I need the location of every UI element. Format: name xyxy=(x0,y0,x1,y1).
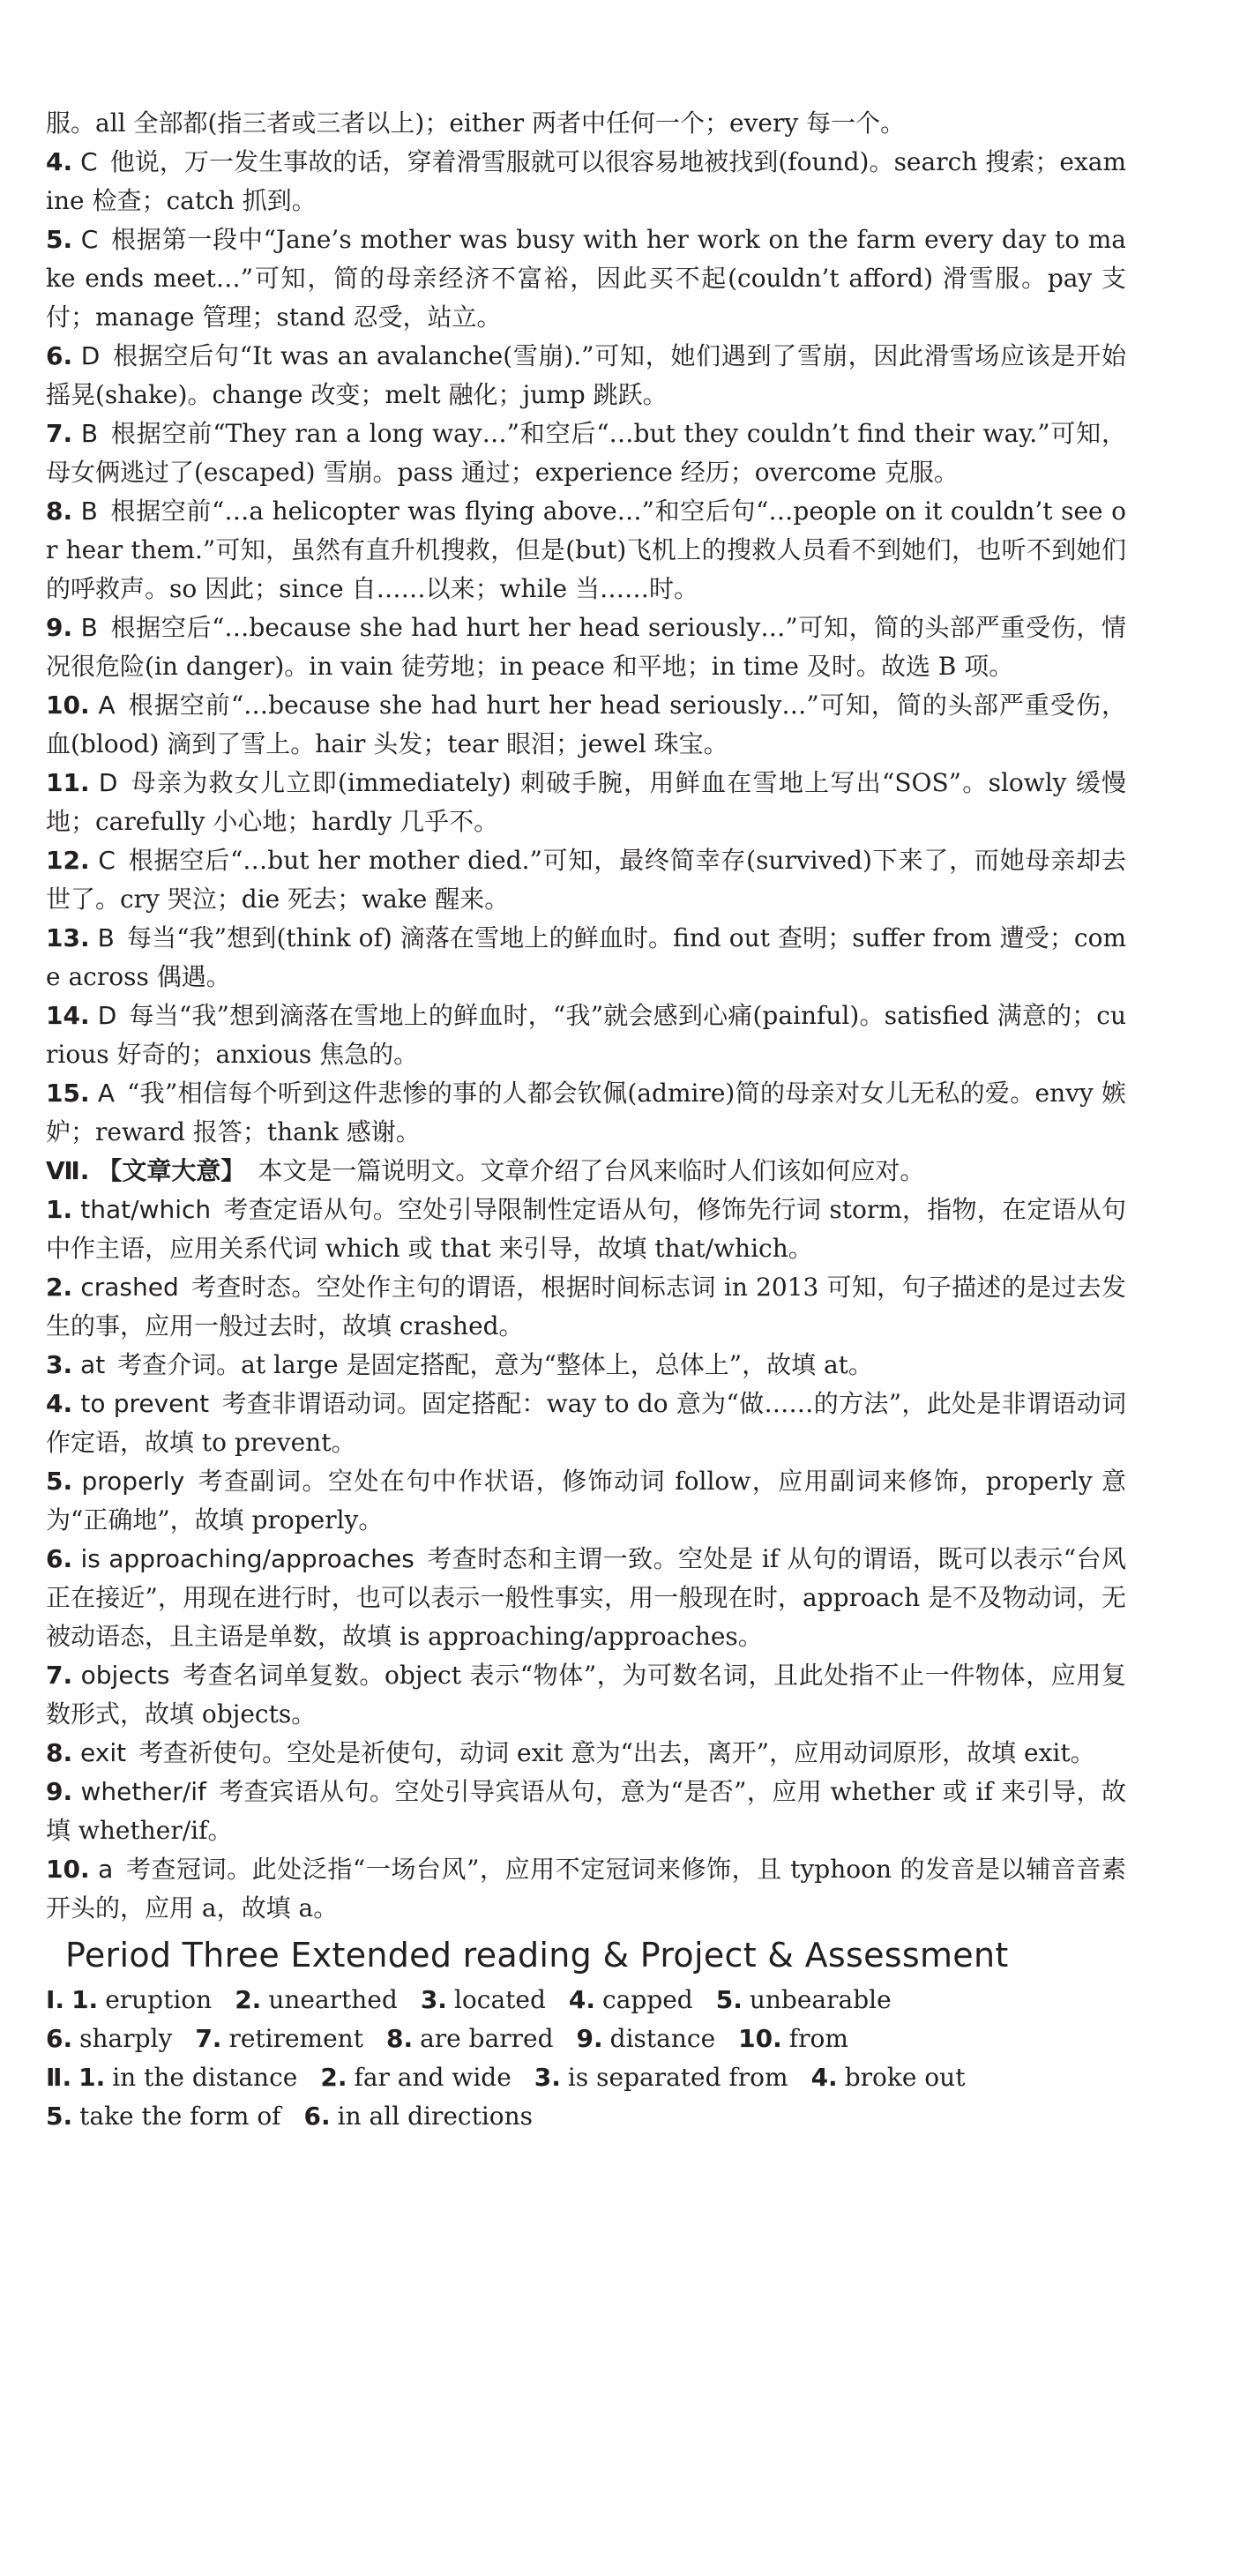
answer-key-item xyxy=(811,2063,966,2092)
item-number: 8. xyxy=(46,497,73,526)
answer-key-row xyxy=(46,2097,1126,2136)
explanation-q8 xyxy=(46,1734,1126,1773)
explanation-q6 xyxy=(46,1540,1126,1656)
item-number: 4. xyxy=(46,1389,73,1418)
explanation-text: “我”相信每个听到这件悲惨的事的人都会钦佩(admire)简的母亲对女儿无私的爱。envy 嫉妒；reward 报答；thank 感谢。 xyxy=(46,1079,1127,1146)
answer-text: sharply xyxy=(79,2024,173,2053)
answer-choice: B xyxy=(80,497,98,526)
answer-key-row xyxy=(46,2020,1126,2058)
answer-key-item xyxy=(577,2024,716,2053)
answer-text: far and wide xyxy=(354,2063,511,2092)
explanation-p11 xyxy=(46,764,1126,841)
section-label: Ⅱ. xyxy=(46,2063,72,2092)
explanation-p13 xyxy=(46,919,1126,997)
answer-choice: C xyxy=(80,147,98,176)
explanation-text: 考查时态和主谓一致。空处是 if 从句的谓语，既可以表示“台风正在接近”，用现在进行时，也可以表示一般性事实，用一般现在时，approach 是不及物动词，无被动语态，且主语是单数，故填 is approaching/approaches。 xyxy=(46,1544,1126,1651)
explanation-text: 考查祈使句。空处是祈使句，动词 exit 意为“出去，离开”，应用动词原形，故填 exit。 xyxy=(138,1738,1095,1767)
explanation-text: 考查副词。空处在句中作状语，修饰动词 follow，应用副词来修饰，properly 意为“正确地”，故填 properly。 xyxy=(46,1467,1127,1534)
explanation-p4 xyxy=(46,143,1126,220)
item-number: 3. xyxy=(46,1350,73,1379)
explanation-p0 xyxy=(46,104,1126,143)
item-number: 8. xyxy=(385,2024,414,2053)
explanation-p6 xyxy=(46,337,1126,414)
answer-choice: objects xyxy=(80,1661,170,1690)
item-number: 2. xyxy=(235,1985,262,2014)
answer-text: from xyxy=(788,2024,848,2053)
answer-key-item xyxy=(304,2102,534,2131)
explanation-p12 xyxy=(46,841,1126,919)
item-number: 1. xyxy=(78,2063,106,2092)
explanation-text: 考查宾语从句。空处引导宾语从句，意为“是否”，应用 whether 或 if 来引导，故填 whether/if。 xyxy=(46,1777,1126,1845)
answer-text: retirement xyxy=(228,2024,363,2053)
answer-choice: whether/if xyxy=(80,1777,206,1806)
item-number: 5. xyxy=(46,2102,73,2131)
explanation-q2 xyxy=(46,1268,1126,1346)
answer-key-item xyxy=(46,2024,172,2053)
answer-choice: D xyxy=(80,341,101,370)
explanation-text: 考查非谓语动词。固定搭配：way to do 意为“做……的方法”，此处是非谓语动词作定语，故填 to prevent。 xyxy=(46,1389,1126,1457)
item-number: 6. xyxy=(46,1544,73,1573)
item-number: 14. xyxy=(46,1001,90,1030)
explanation-q4 xyxy=(46,1385,1126,1462)
answer-key-item xyxy=(534,2063,788,2092)
answer-choice: D xyxy=(97,1001,117,1030)
item-number: 6. xyxy=(46,2024,73,2053)
answer-key-row xyxy=(46,2058,1126,2097)
vocabulary-answer-key xyxy=(46,1981,1126,2136)
answer-text: broke out xyxy=(844,2063,966,2092)
item-number: 3. xyxy=(534,2063,561,2092)
explanation-q1 xyxy=(46,1191,1126,1268)
answer-choice: 【文章大意】 xyxy=(97,1156,246,1185)
answer-key-item xyxy=(46,2102,281,2131)
explanation-text: 考查介词。at large 是固定搭配，意为“整体上，总体上”，故填 at。 xyxy=(117,1350,873,1379)
answer-key-item xyxy=(738,2024,848,2053)
answer-choice: A xyxy=(98,691,116,720)
item-number: 2. xyxy=(46,1273,73,1302)
explanation-p10 xyxy=(46,686,1126,764)
item-number: 10. xyxy=(738,2024,782,2053)
explanation-q3 xyxy=(46,1346,1126,1385)
explanation-text: 根据空前“…a helicopter was flying above…”和空后句“…people on it couldn’t see or hear them.”可知，虽然有直升机搜救，但是(but)飞机上的搜救人员看不到她们，也听不到她们的呼救声。so 因此；since 自……以来；while 当……时。 xyxy=(46,497,1126,603)
item-number: 10. xyxy=(46,1855,90,1884)
explanation-p5 xyxy=(46,220,1126,337)
explanation-p9 xyxy=(46,609,1126,686)
explanation-q10 xyxy=(46,1850,1126,1928)
answer-key-item xyxy=(320,2063,511,2092)
item-number: 4. xyxy=(568,1985,596,2014)
answer-text: capped xyxy=(602,1985,693,2014)
answer-choice: C xyxy=(80,225,99,254)
explanation-text: 本文是一篇说明文。文章介绍了台风来临时人们该如何应对。 xyxy=(258,1156,925,1185)
item-number: 1. xyxy=(71,1985,99,2014)
answer-choice: a xyxy=(98,1855,114,1884)
answer-choice: crashed xyxy=(80,1273,179,1302)
item-number: 15. xyxy=(46,1079,90,1108)
item-number: 8. xyxy=(46,1738,73,1767)
explanation-text: 考查名词单复数。object 表示“物体”，为可数名词，且此处指不止一件物体，应用复数形式，故填 objects。 xyxy=(46,1661,1126,1729)
answer-choice: at xyxy=(80,1350,106,1379)
item-number: 9. xyxy=(576,2024,603,2053)
explanation-text: 根据第一段中“Jane’s mother was busy with her work on the farm every day to make ends meet…”可知，简的母亲经济不富裕，因此买不起(couldn’t afford) 滑雪服。pay 支付；manage 管理；stand 忍受，站立。 xyxy=(46,225,1126,332)
item-number: 12. xyxy=(46,846,90,875)
explanation-text: 根据空后句“It was an avalanche(雪崩).”可知，她们遇到了雪崩，因此滑雪场应该是开始摇晃(shake)。change 改变；melt 融化；jump 跳跃。 xyxy=(46,341,1126,409)
explanation-p15 xyxy=(46,1074,1126,1152)
answer-choice: C xyxy=(98,846,116,875)
answer-key-item xyxy=(716,1985,892,2014)
answer-text: unearthed xyxy=(268,1985,398,2014)
answer-text: take the form of xyxy=(79,2102,281,2131)
item-number: 5. xyxy=(46,225,73,254)
item-number: 3. xyxy=(420,1985,447,2014)
answer-text: are barred xyxy=(420,2024,554,2053)
answer-text: eruption xyxy=(105,1985,213,2014)
item-number: 11. xyxy=(46,768,90,797)
answer-key-item xyxy=(386,2024,554,2053)
answer-choice: B xyxy=(80,419,99,448)
section-label: Ⅰ. xyxy=(46,1985,65,2014)
explanation-q7 xyxy=(46,1656,1126,1734)
item-number: 4. xyxy=(810,2063,838,2092)
item-number: 5. xyxy=(46,1467,73,1496)
explanation-p7 xyxy=(46,414,1126,492)
item-number: 7. xyxy=(46,419,73,448)
answer-choice: is approaching/approaches xyxy=(80,1544,414,1573)
answer-choice: B xyxy=(97,923,115,952)
answer-text: unbearable xyxy=(749,1985,892,2014)
explanation-text: 根据空前“…because she had hurt her head seriously…”可知，简的头部严重受伤，血(blood) 滴到了雪上。hair 头发；tear 眼泪；jewel 珠宝。 xyxy=(46,691,1126,758)
item-number: 4. xyxy=(46,147,73,176)
answer-choice: that/which xyxy=(80,1195,212,1224)
answer-key-item xyxy=(78,2063,297,2092)
item-number: 6. xyxy=(303,2102,331,2131)
explanation-text: 考查冠词。此处泛指“一场台风”，应用不定冠词来修饰，且 typhoon 的发音是以辅音音素开头的，应用 a，故填 a。 xyxy=(46,1855,1126,1923)
explanation-text: 考查定语从句。空处引导限制性定语从句，修饰先行词 storm，指物，在定语从句中作主语，应用关系代词 which 或 that 来引导，故填 that/which。 xyxy=(46,1195,1126,1263)
answer-choice: properly xyxy=(81,1467,185,1496)
answer-key-item xyxy=(71,1985,212,2014)
explanation-q5 xyxy=(46,1462,1126,1540)
answer-text: in all directions xyxy=(337,2102,534,2131)
answer-key-item xyxy=(421,1985,546,2014)
explanation-text: 每当“我”想到(think of) 滴落在雪地上的鲜血时。find out 查明；suffer from 遭受；come across 偶遇。 xyxy=(46,923,1126,991)
item-number: 10. xyxy=(46,691,90,720)
item-number: 1. xyxy=(46,1195,73,1224)
answer-choice: to prevent xyxy=(80,1389,210,1418)
answer-key-item xyxy=(195,2024,363,2053)
item-number: 6. xyxy=(46,341,73,370)
answer-choice: A xyxy=(97,1079,115,1108)
answer-text: distance xyxy=(609,2024,716,2053)
explanation-list xyxy=(46,104,1126,1928)
explanation-text: 他说，万一发生事故的话，穿着滑雪服就可以很容易地被找到(found)。search 搜索；examine 检查；catch 抓到。 xyxy=(46,147,1126,215)
explanation-text: 服。all 全部都(指三者或三者以上)；either 两者中任何一个；every 每一个。 xyxy=(46,108,906,138)
answer-key-item xyxy=(235,1985,398,2014)
explanation-text: 根据空前“They ran a long way…”和空后“…but they couldn’t find their way.”可知，母女俩逃过了(escaped) 雪崩。pass 通过；experience 经历；overcome 克服。 xyxy=(46,419,1126,487)
answer-choice: D xyxy=(98,768,118,797)
answer-text: in the distance xyxy=(112,2063,298,2092)
item-number: 9. xyxy=(46,613,73,642)
explanation-p14 xyxy=(46,997,1126,1074)
explanation-text: 根据空后“…but her mother died.”可知，最终简幸存(survived)下来了，而她母亲却去世了。cry 哭泣；die 死去；wake 醒来。 xyxy=(46,846,1126,914)
answer-choice: exit xyxy=(80,1738,127,1767)
answer-key-item xyxy=(569,1985,693,2014)
item-number: 7. xyxy=(195,2024,222,2053)
explanation-p8 xyxy=(46,492,1126,609)
item-number: 7. xyxy=(46,1661,73,1690)
explanation-text: 母亲为救女儿立即(immediately) 刺破手腕，用鲜血在雪地上写出“SOS”。slowly 缓慢地；carefully 小心地；hardly 几乎不。 xyxy=(46,768,1126,836)
answer-text: located xyxy=(453,1985,546,2014)
explanation-text: 每当“我”想到滴落在雪地上的鲜血时，“我”就会感到心痛(painful)。satisfied 满意的；curious 好奇的；anxious 焦急的。 xyxy=(46,1001,1126,1069)
explanation-text: 根据空后“…because she had hurt her head seriously…”可知，简的头部严重受伤，情况很危险(in danger)。in vain 徒劳地；in peace 和平地；in time 及时。故选 B 项。 xyxy=(46,613,1126,681)
answer-text: is separated from xyxy=(567,2063,788,2092)
explanation-text: 考查时态。空处作主句的谓语，根据时间标志词 in 2013 可知，句子描述的是过去发生的事，应用一般过去时，故填 crashed。 xyxy=(46,1273,1126,1340)
item-number: 5. xyxy=(715,1985,743,2014)
explanation-s7 xyxy=(46,1152,1126,1191)
item-number: 9. xyxy=(46,1777,73,1806)
answer-key-row xyxy=(46,1981,1126,2020)
item-number: Ⅶ. xyxy=(46,1156,90,1185)
item-number: 13. xyxy=(46,923,90,952)
answer-content xyxy=(46,104,1126,2136)
answer-choice: B xyxy=(80,613,98,642)
explanation-q9 xyxy=(46,1773,1126,1850)
item-number: 2. xyxy=(320,2063,347,2092)
period-heading: Period Three Extended reading & Project & Assessment xyxy=(65,1936,1009,1975)
